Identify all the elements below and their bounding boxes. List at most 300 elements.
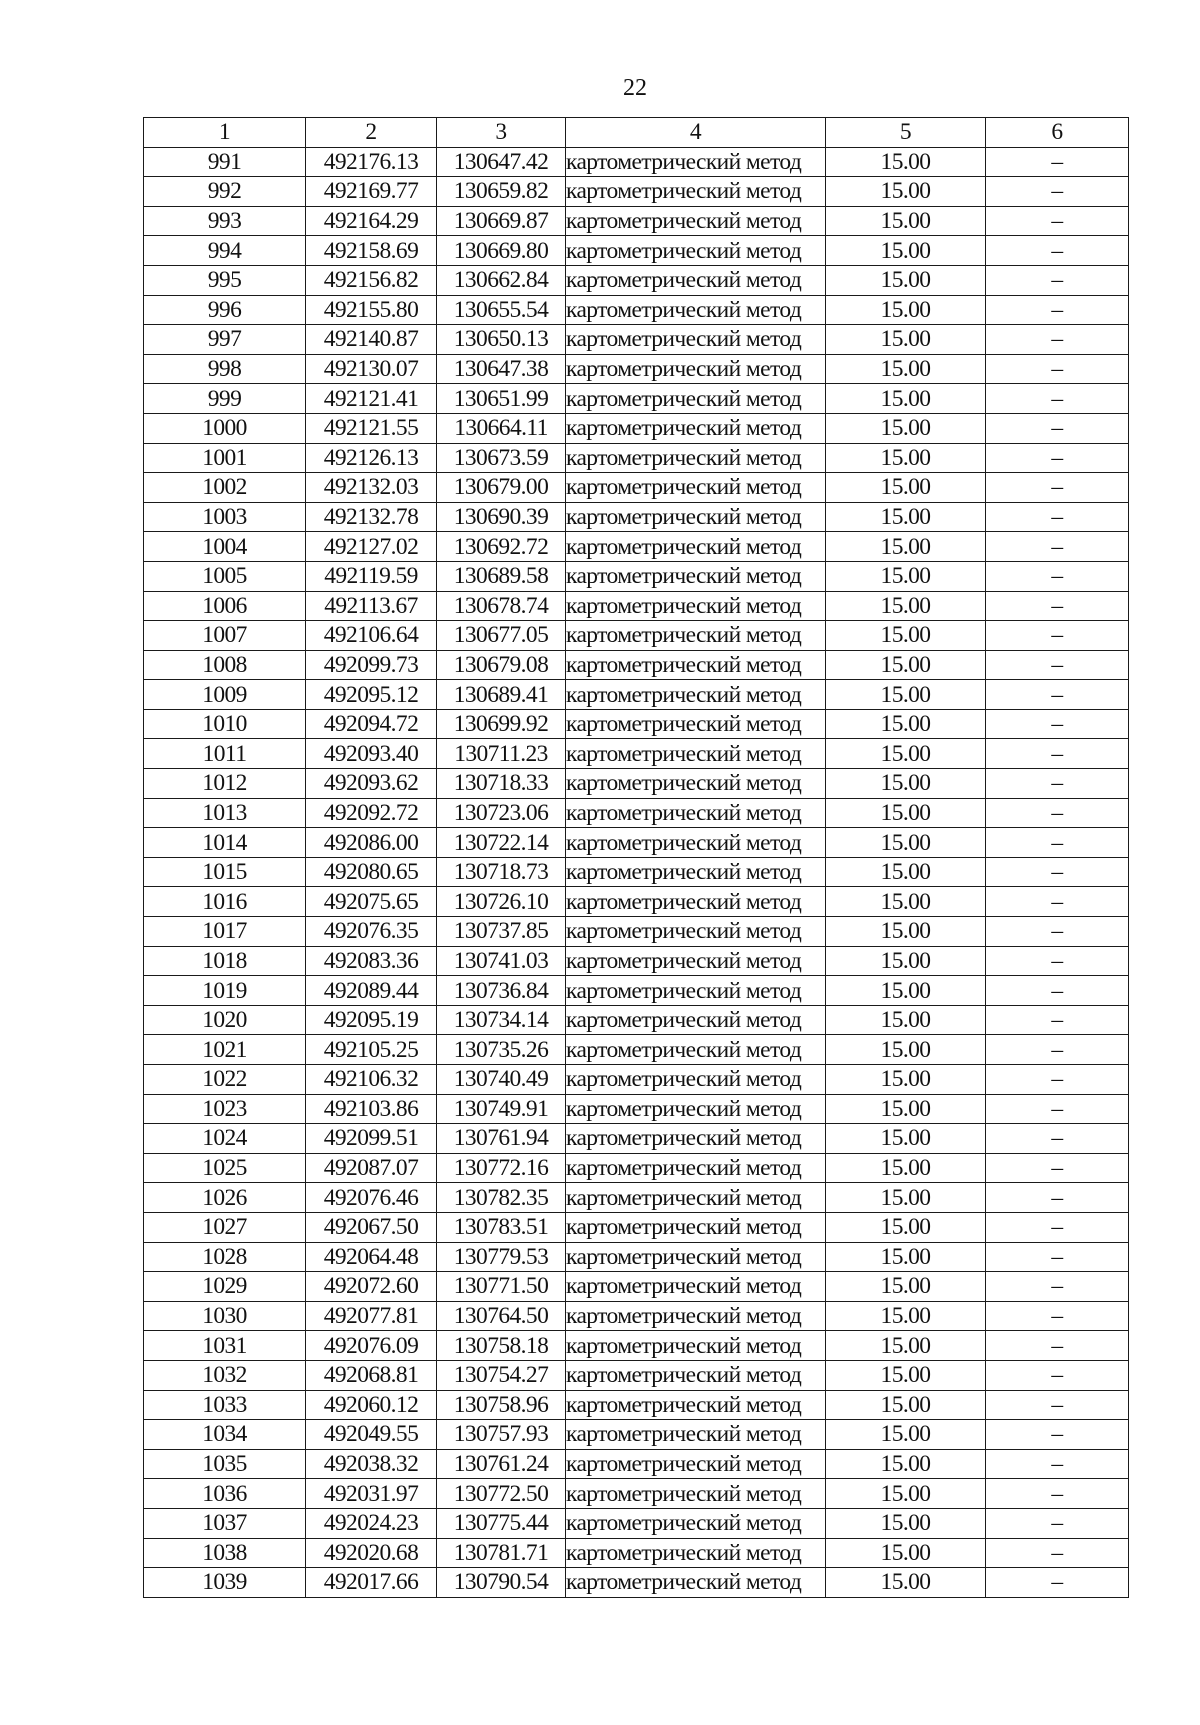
x-coordinate-cell: 492121.55 [306,413,437,443]
y-coordinate-cell: 130758.96 [437,1390,566,1420]
description-cell: – [986,147,1129,177]
table-row [144,946,1129,976]
table-body [144,147,1129,1597]
accuracy-cell: 15.00 [826,1508,986,1538]
x-coordinate-cell: 492176.13 [306,147,437,177]
x-coordinate-cell: 492093.62 [306,769,437,799]
table-row [144,1508,1129,1538]
x-coordinate-cell: 492072.60 [306,1272,437,1302]
point-number-cell: 1005 [144,561,306,591]
method-cell: картометрический метод [566,1420,826,1450]
description-cell: – [986,384,1129,414]
accuracy-cell: 15.00 [826,946,986,976]
table-row [144,680,1129,710]
point-number-cell: 996 [144,295,306,325]
point-number-cell: 1036 [144,1479,306,1509]
table-row [144,473,1129,503]
method-cell: картометрический метод [566,1508,826,1538]
y-coordinate-cell: 130761.24 [437,1449,566,1479]
y-coordinate-cell: 130758.18 [437,1331,566,1361]
method-cell: картометрический метод [566,591,826,621]
y-coordinate-cell: 130647.38 [437,354,566,384]
method-cell: картометрический метод [566,917,826,947]
description-cell: – [986,1331,1129,1361]
y-coordinate-cell: 130735.26 [437,1035,566,1065]
description-cell: – [986,828,1129,858]
method-cell: картометрический метод [566,502,826,532]
method-cell: картометрический метод [566,1094,826,1124]
accuracy-cell: 15.00 [826,650,986,680]
table-row [144,769,1129,799]
method-cell: картометрический метод [566,680,826,710]
point-number-cell: 995 [144,265,306,295]
table-row [144,857,1129,887]
point-number-cell: 993 [144,206,306,236]
y-coordinate-cell: 130749.91 [437,1094,566,1124]
x-coordinate-cell: 492113.67 [306,591,437,621]
y-coordinate-cell: 130678.74 [437,591,566,621]
y-coordinate-cell: 130659.82 [437,177,566,207]
y-coordinate-cell: 130741.03 [437,946,566,976]
description-cell: – [986,177,1129,207]
table-row [144,236,1129,266]
description-cell: – [986,1212,1129,1242]
method-cell: картометрический метод [566,1212,826,1242]
accuracy-cell: 15.00 [826,532,986,562]
method-cell: картометрический метод [566,1183,826,1213]
accuracy-cell: 15.00 [826,1568,986,1598]
description-cell: – [986,354,1129,384]
y-coordinate-cell: 130779.53 [437,1242,566,1272]
description-cell: – [986,1508,1129,1538]
table-row [144,147,1129,177]
method-cell: картометрический метод [566,798,826,828]
x-coordinate-cell: 492038.32 [306,1449,437,1479]
column-header: 6 [986,118,1129,148]
table-row [144,709,1129,739]
method-cell: картометрический метод [566,384,826,414]
method-cell: картометрический метод [566,1301,826,1331]
point-number-cell: 1013 [144,798,306,828]
table-row [144,1390,1129,1420]
point-number-cell: 1019 [144,976,306,1006]
point-number-cell: 1026 [144,1183,306,1213]
accuracy-cell: 15.00 [826,739,986,769]
accuracy-cell: 15.00 [826,473,986,503]
x-coordinate-cell: 492094.72 [306,709,437,739]
table-row [144,443,1129,473]
method-cell: картометрический метод [566,709,826,739]
x-coordinate-cell: 492068.81 [306,1360,437,1390]
y-coordinate-cell: 130677.05 [437,621,566,651]
x-coordinate-cell: 492158.69 [306,236,437,266]
accuracy-cell: 15.00 [826,1183,986,1213]
point-number-cell: 1020 [144,1005,306,1035]
table-row [144,1568,1129,1598]
point-number-cell: 1028 [144,1242,306,1272]
point-number-cell: 998 [144,354,306,384]
point-number-cell: 1010 [144,709,306,739]
table-row [144,1360,1129,1390]
y-coordinate-cell: 130790.54 [437,1568,566,1598]
y-coordinate-cell: 130718.73 [437,857,566,887]
point-number-cell: 1001 [144,443,306,473]
method-cell: картометрический метод [566,1035,826,1065]
accuracy-cell: 15.00 [826,709,986,739]
point-number-cell: 991 [144,147,306,177]
x-coordinate-cell: 492089.44 [306,976,437,1006]
accuracy-cell: 15.00 [826,1035,986,1065]
description-cell: – [986,502,1129,532]
point-number-cell: 1035 [144,1449,306,1479]
accuracy-cell: 15.00 [826,561,986,591]
table-row [144,1094,1129,1124]
y-coordinate-cell: 130736.84 [437,976,566,1006]
description-cell: – [986,265,1129,295]
accuracy-cell: 15.00 [826,295,986,325]
description-cell: – [986,857,1129,887]
table-row [144,354,1129,384]
point-number-cell: 1032 [144,1360,306,1390]
y-coordinate-cell: 130757.93 [437,1420,566,1450]
accuracy-cell: 15.00 [826,325,986,355]
x-coordinate-cell: 492132.78 [306,502,437,532]
method-cell: картометрический метод [566,621,826,651]
description-cell: – [986,236,1129,266]
table-row [144,532,1129,562]
x-coordinate-cell: 492132.03 [306,473,437,503]
method-cell: картометрический метод [566,650,826,680]
point-number-cell: 1017 [144,917,306,947]
table-row [144,295,1129,325]
description-cell: – [986,532,1129,562]
method-cell: картометрический метод [566,1124,826,1154]
accuracy-cell: 15.00 [826,1331,986,1361]
x-coordinate-cell: 492077.81 [306,1301,437,1331]
method-cell: картометрический метод [566,147,826,177]
method-cell: картометрический метод [566,265,826,295]
description-cell: – [986,1005,1129,1035]
point-number-cell: 1008 [144,650,306,680]
x-coordinate-cell: 492017.66 [306,1568,437,1598]
method-cell: картометрический метод [566,532,826,562]
x-coordinate-cell: 492095.12 [306,680,437,710]
y-coordinate-cell: 130669.80 [437,236,566,266]
accuracy-cell: 15.00 [826,147,986,177]
x-coordinate-cell: 492067.50 [306,1212,437,1242]
table-row [144,384,1129,414]
accuracy-cell: 15.00 [826,680,986,710]
table-row [144,887,1129,917]
x-coordinate-cell: 492093.40 [306,739,437,769]
accuracy-cell: 15.00 [826,1360,986,1390]
table-row [144,1153,1129,1183]
x-coordinate-cell: 492121.41 [306,384,437,414]
accuracy-cell: 15.00 [826,857,986,887]
method-cell: картометрический метод [566,561,826,591]
y-coordinate-cell: 130662.84 [437,265,566,295]
description-cell: – [986,1479,1129,1509]
y-coordinate-cell: 130718.33 [437,769,566,799]
description-cell: – [986,591,1129,621]
accuracy-cell: 15.00 [826,1390,986,1420]
description-cell: – [986,680,1129,710]
method-cell: картометрический метод [566,473,826,503]
description-cell: – [986,976,1129,1006]
x-coordinate-cell: 492031.97 [306,1479,437,1509]
table-row [144,1479,1129,1509]
method-cell: картометрический метод [566,206,826,236]
table-row [144,1035,1129,1065]
description-cell: – [986,650,1129,680]
method-cell: картометрический метод [566,1479,826,1509]
accuracy-cell: 15.00 [826,828,986,858]
x-coordinate-cell: 492127.02 [306,532,437,562]
point-number-cell: 1012 [144,769,306,799]
table-row [144,177,1129,207]
y-coordinate-cell: 130655.54 [437,295,566,325]
table-row [144,650,1129,680]
accuracy-cell: 15.00 [826,265,986,295]
y-coordinate-cell: 130650.13 [437,325,566,355]
method-cell: картометрический метод [566,1242,826,1272]
description-cell: – [986,443,1129,473]
table-row [144,1183,1129,1213]
table-row [144,976,1129,1006]
y-coordinate-cell: 130771.50 [437,1272,566,1302]
method-cell: картометрический метод [566,1360,826,1390]
method-cell: картометрический метод [566,325,826,355]
description-cell: – [986,1449,1129,1479]
x-coordinate-cell: 492076.09 [306,1331,437,1361]
y-coordinate-cell: 130689.41 [437,680,566,710]
x-coordinate-cell: 492103.86 [306,1094,437,1124]
x-coordinate-cell: 492106.64 [306,621,437,651]
accuracy-cell: 15.00 [826,1449,986,1479]
description-cell: – [986,709,1129,739]
description-cell: – [986,621,1129,651]
table-row [144,798,1129,828]
description-cell: – [986,473,1129,503]
table-row [144,917,1129,947]
accuracy-cell: 15.00 [826,1479,986,1509]
accuracy-cell: 15.00 [826,769,986,799]
description-cell: – [986,739,1129,769]
y-coordinate-cell: 130783.51 [437,1212,566,1242]
accuracy-cell: 15.00 [826,798,986,828]
description-cell: – [986,561,1129,591]
x-coordinate-cell: 492076.46 [306,1183,437,1213]
y-coordinate-cell: 130711.23 [437,739,566,769]
accuracy-cell: 15.00 [826,1420,986,1450]
description-cell: – [986,295,1129,325]
point-number-cell: 1009 [144,680,306,710]
y-coordinate-cell: 130722.14 [437,828,566,858]
accuracy-cell: 15.00 [826,443,986,473]
y-coordinate-cell: 130679.00 [437,473,566,503]
accuracy-cell: 15.00 [826,1301,986,1331]
description-cell: – [986,1065,1129,1095]
description-cell: – [986,769,1129,799]
method-cell: картометрический метод [566,413,826,443]
method-cell: картометрический метод [566,739,826,769]
table-row [144,1212,1129,1242]
y-coordinate-cell: 130782.35 [437,1183,566,1213]
accuracy-cell: 15.00 [826,236,986,266]
x-coordinate-cell: 492095.19 [306,1005,437,1035]
accuracy-cell: 15.00 [826,976,986,1006]
point-number-cell: 1034 [144,1420,306,1450]
y-coordinate-cell: 130673.59 [437,443,566,473]
table-row [144,502,1129,532]
page-number: 22 [623,75,647,101]
x-coordinate-cell: 492140.87 [306,325,437,355]
accuracy-cell: 15.00 [826,177,986,207]
x-coordinate-cell: 492155.80 [306,295,437,325]
column-header: 5 [826,118,986,148]
description-cell: – [986,1124,1129,1154]
description-cell: – [986,1272,1129,1302]
method-cell: картометрический метод [566,1331,826,1361]
x-coordinate-cell: 492075.65 [306,887,437,917]
point-number-cell: 1011 [144,739,306,769]
accuracy-cell: 15.00 [826,413,986,443]
y-coordinate-cell: 130690.39 [437,502,566,532]
table-row [144,1242,1129,1272]
y-coordinate-cell: 130737.85 [437,917,566,947]
accuracy-cell: 15.00 [826,354,986,384]
point-number-cell: 997 [144,325,306,355]
column-header: 2 [306,118,437,148]
description-cell: – [986,1153,1129,1183]
point-number-cell: 1024 [144,1124,306,1154]
y-coordinate-cell: 130775.44 [437,1508,566,1538]
x-coordinate-cell: 492060.12 [306,1390,437,1420]
point-number-cell: 1038 [144,1538,306,1568]
x-coordinate-cell: 492099.51 [306,1124,437,1154]
method-cell: картометрический метод [566,857,826,887]
table-row [144,591,1129,621]
y-coordinate-cell: 130692.72 [437,532,566,562]
table-row [144,561,1129,591]
point-number-cell: 1003 [144,502,306,532]
description-cell: – [986,1360,1129,1390]
table-row [144,1065,1129,1095]
x-coordinate-cell: 492080.65 [306,857,437,887]
accuracy-cell: 15.00 [826,502,986,532]
table-row [144,739,1129,769]
accuracy-cell: 15.00 [826,591,986,621]
y-coordinate-cell: 130647.42 [437,147,566,177]
x-coordinate-cell: 492099.73 [306,650,437,680]
x-coordinate-cell: 492076.35 [306,917,437,947]
x-coordinate-cell: 492156.82 [306,265,437,295]
x-coordinate-cell: 492126.13 [306,443,437,473]
x-coordinate-cell: 492169.77 [306,177,437,207]
description-cell: – [986,917,1129,947]
description-cell: – [986,1094,1129,1124]
column-header: 4 [566,118,826,148]
y-coordinate-cell: 130740.49 [437,1065,566,1095]
accuracy-cell: 15.00 [826,1242,986,1272]
y-coordinate-cell: 130781.71 [437,1538,566,1568]
point-number-cell: 1018 [144,946,306,976]
y-coordinate-cell: 130699.92 [437,709,566,739]
method-cell: картометрический метод [566,295,826,325]
table-row [144,206,1129,236]
method-cell: картометрический метод [566,887,826,917]
x-coordinate-cell: 492087.07 [306,1153,437,1183]
x-coordinate-cell: 492083.36 [306,946,437,976]
point-number-cell: 1029 [144,1272,306,1302]
point-number-cell: 999 [144,384,306,414]
method-cell: картометрический метод [566,828,826,858]
description-cell: – [986,946,1129,976]
table-row [144,413,1129,443]
x-coordinate-cell: 492064.48 [306,1242,437,1272]
accuracy-cell: 15.00 [826,1272,986,1302]
point-number-cell: 1016 [144,887,306,917]
x-coordinate-cell: 492164.29 [306,206,437,236]
point-number-cell: 1031 [144,1331,306,1361]
description-cell: – [986,1420,1129,1450]
point-number-cell: 1002 [144,473,306,503]
point-number-cell: 1007 [144,621,306,651]
column-header: 3 [437,118,566,148]
table-row [144,1331,1129,1361]
coordinates-table [143,117,1129,1598]
y-coordinate-cell: 130651.99 [437,384,566,414]
accuracy-cell: 15.00 [826,1065,986,1095]
accuracy-cell: 15.00 [826,1124,986,1154]
table-header-row [144,118,1129,148]
accuracy-cell: 15.00 [826,917,986,947]
method-cell: картометрический метод [566,976,826,1006]
y-coordinate-cell: 130689.58 [437,561,566,591]
method-cell: картометрический метод [566,1390,826,1420]
x-coordinate-cell: 492049.55 [306,1420,437,1450]
table-row [144,1449,1129,1479]
y-coordinate-cell: 130764.50 [437,1301,566,1331]
point-number-cell: 1023 [144,1094,306,1124]
y-coordinate-cell: 130669.87 [437,206,566,236]
y-coordinate-cell: 130772.16 [437,1153,566,1183]
method-cell: картометрический метод [566,769,826,799]
description-cell: – [986,325,1129,355]
description-cell: – [986,206,1129,236]
column-header: 1 [144,118,306,148]
x-coordinate-cell: 492092.72 [306,798,437,828]
x-coordinate-cell: 492119.59 [306,561,437,591]
point-number-cell: 1039 [144,1568,306,1598]
method-cell: картометрический метод [566,1568,826,1598]
table-row [144,325,1129,355]
y-coordinate-cell: 130772.50 [437,1479,566,1509]
method-cell: картометрический метод [566,1005,826,1035]
table-row [144,265,1129,295]
accuracy-cell: 15.00 [826,1538,986,1568]
point-number-cell: 1030 [144,1301,306,1331]
point-number-cell: 1000 [144,413,306,443]
y-coordinate-cell: 130726.10 [437,887,566,917]
x-coordinate-cell: 492106.32 [306,1065,437,1095]
point-number-cell: 1014 [144,828,306,858]
description-cell: – [986,413,1129,443]
x-coordinate-cell: 492105.25 [306,1035,437,1065]
method-cell: картометрический метод [566,1538,826,1568]
method-cell: картометрический метод [566,1153,826,1183]
method-cell: картометрический метод [566,1272,826,1302]
